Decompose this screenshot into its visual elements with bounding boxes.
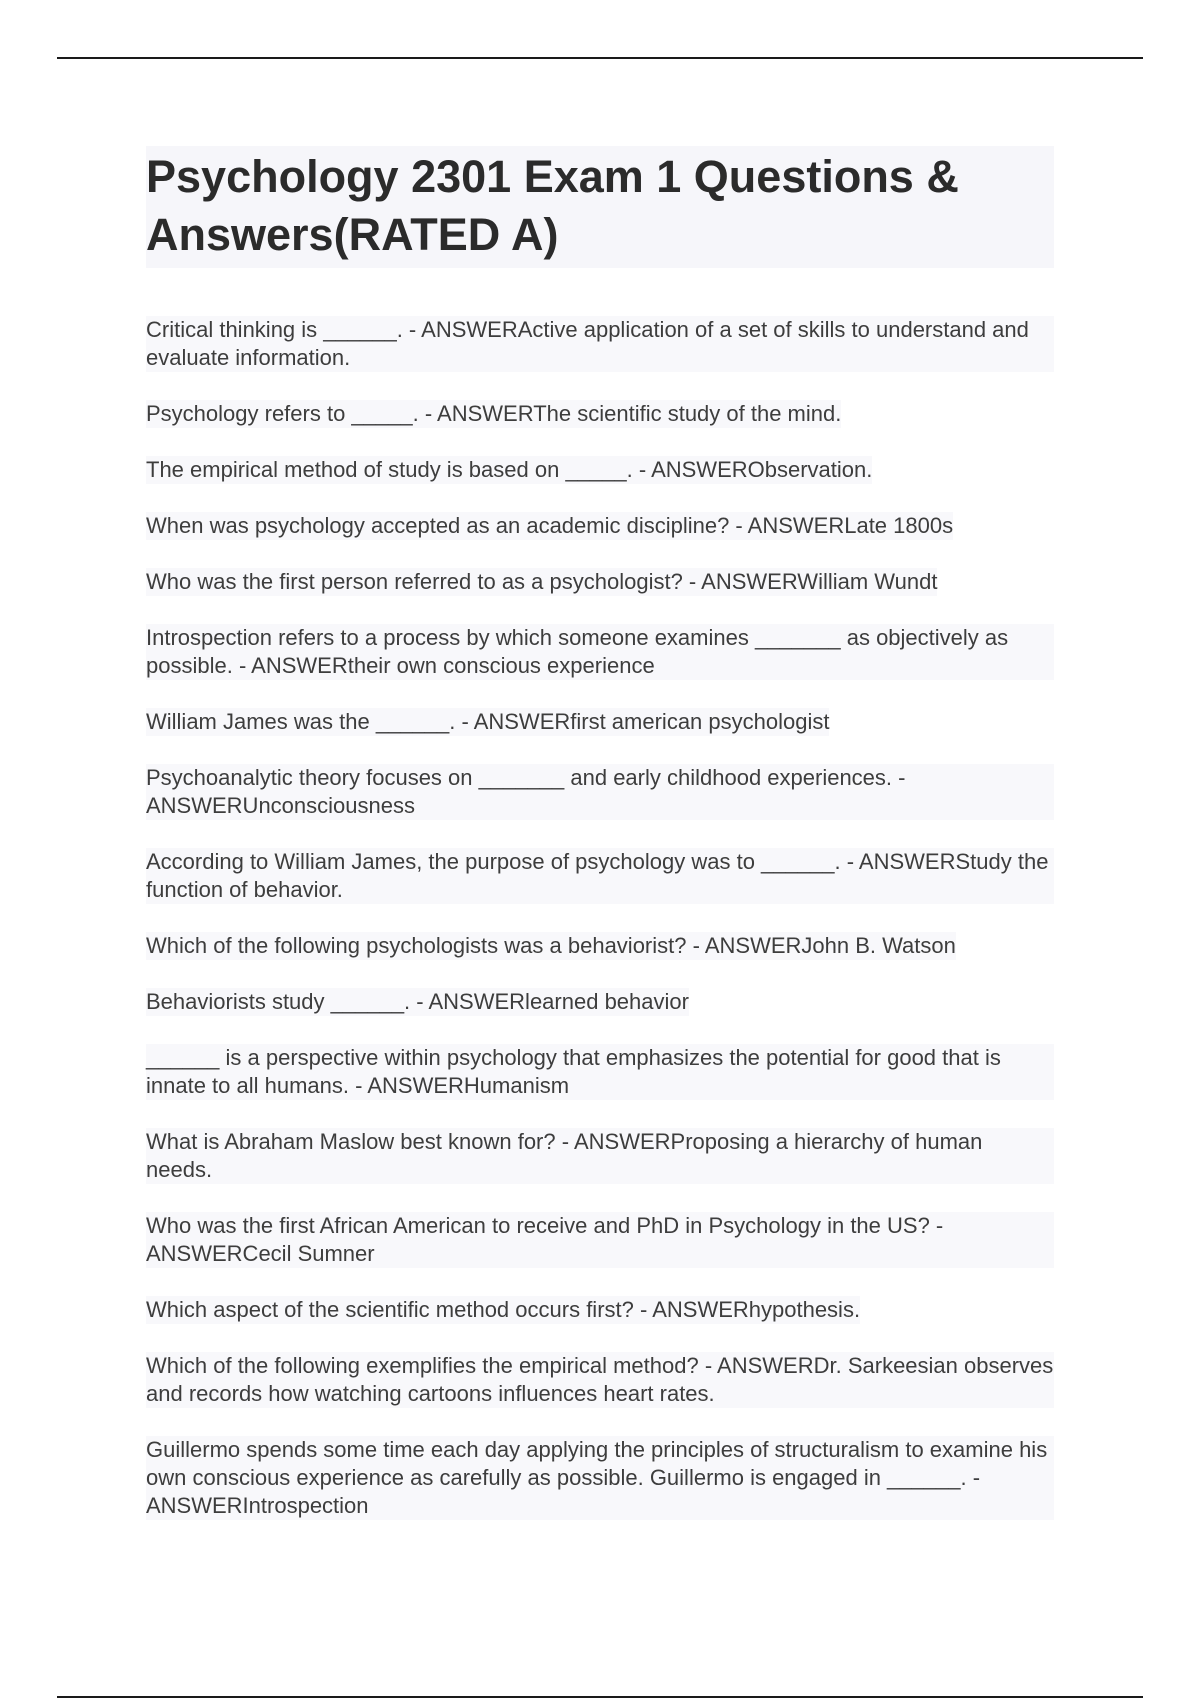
title-block: [146, 146, 1054, 268]
page-title: Psychology 2301 Exam 1 Questions & Answers(RATED A): [146, 151, 959, 260]
qa-item: Which aspect of the scientific method occurs first? - ANSWERhypothesis.: [146, 1297, 861, 1322]
qa-item: When was psychology accepted as an academic discipline? - ANSWERLate 1800s: [146, 513, 954, 538]
qa-item: William James was the ______. - ANSWERfirst american psychologist: [146, 709, 830, 734]
qa-item: Psychology refers to _____. - ANSWERThe scientific study of the mind.: [146, 401, 842, 426]
qa-list: [146, 316, 1054, 1548]
qa-item: Which of the following exemplifies the empirical method? - ANSWERDr. Sarkeesian observes and records how watching cartoons influences heart rates.: [146, 1353, 1054, 1406]
qa-item: Behaviorists study ______. - ANSWERlearned behavior: [146, 989, 689, 1014]
top-rule: [57, 57, 1143, 59]
qa-item: The empirical method of study is based on _____. - ANSWERObservation.: [146, 457, 873, 482]
qa-item: Which of the following psychologists was a behaviorist? - ANSWERJohn B. Watson: [146, 933, 956, 958]
qa-item: Guillermo spends some time each day applying the principles of structuralism to examine his own conscious experience as carefully as possible. Guillermo is engaged in ______. - ANSWERIntrospection: [146, 1436, 1054, 1520]
qa-item: Who was the first African American to receive and PhD in Psychology in the US? - ANSWERCecil Sumner: [146, 1212, 1054, 1268]
qa-item: What is Abraham Maslow best known for? - ANSWERProposing a hierarchy of human needs.: [146, 1128, 1054, 1184]
qa-item: According to William James, the purpose of psychology was to ______. - ANSWERStudy the function of behavior.: [146, 848, 1054, 904]
qa-item: Psychoanalytic theory focuses on _______ and early childhood experiences. - ANSWERUnconsciousness: [146, 764, 1054, 820]
document-body: [146, 146, 1054, 1548]
qa-item: ______ is a perspective within psychology that emphasizes the potential for good that is innate to all humans. - ANSWERHumanism: [146, 1044, 1054, 1100]
qa-item: Introspection refers to a process by which someone examines _______ as objectively as possible. - ANSWERtheir own conscious experience: [146, 624, 1054, 680]
qa-item: Who was the first person referred to as a psychologist? - ANSWERWilliam Wundt: [146, 569, 938, 594]
bottom-rule: [57, 1696, 1143, 1698]
qa-item: Critical thinking is ______. - ANSWERActive application of a set of skills to understand and evaluate information.: [146, 316, 1054, 372]
